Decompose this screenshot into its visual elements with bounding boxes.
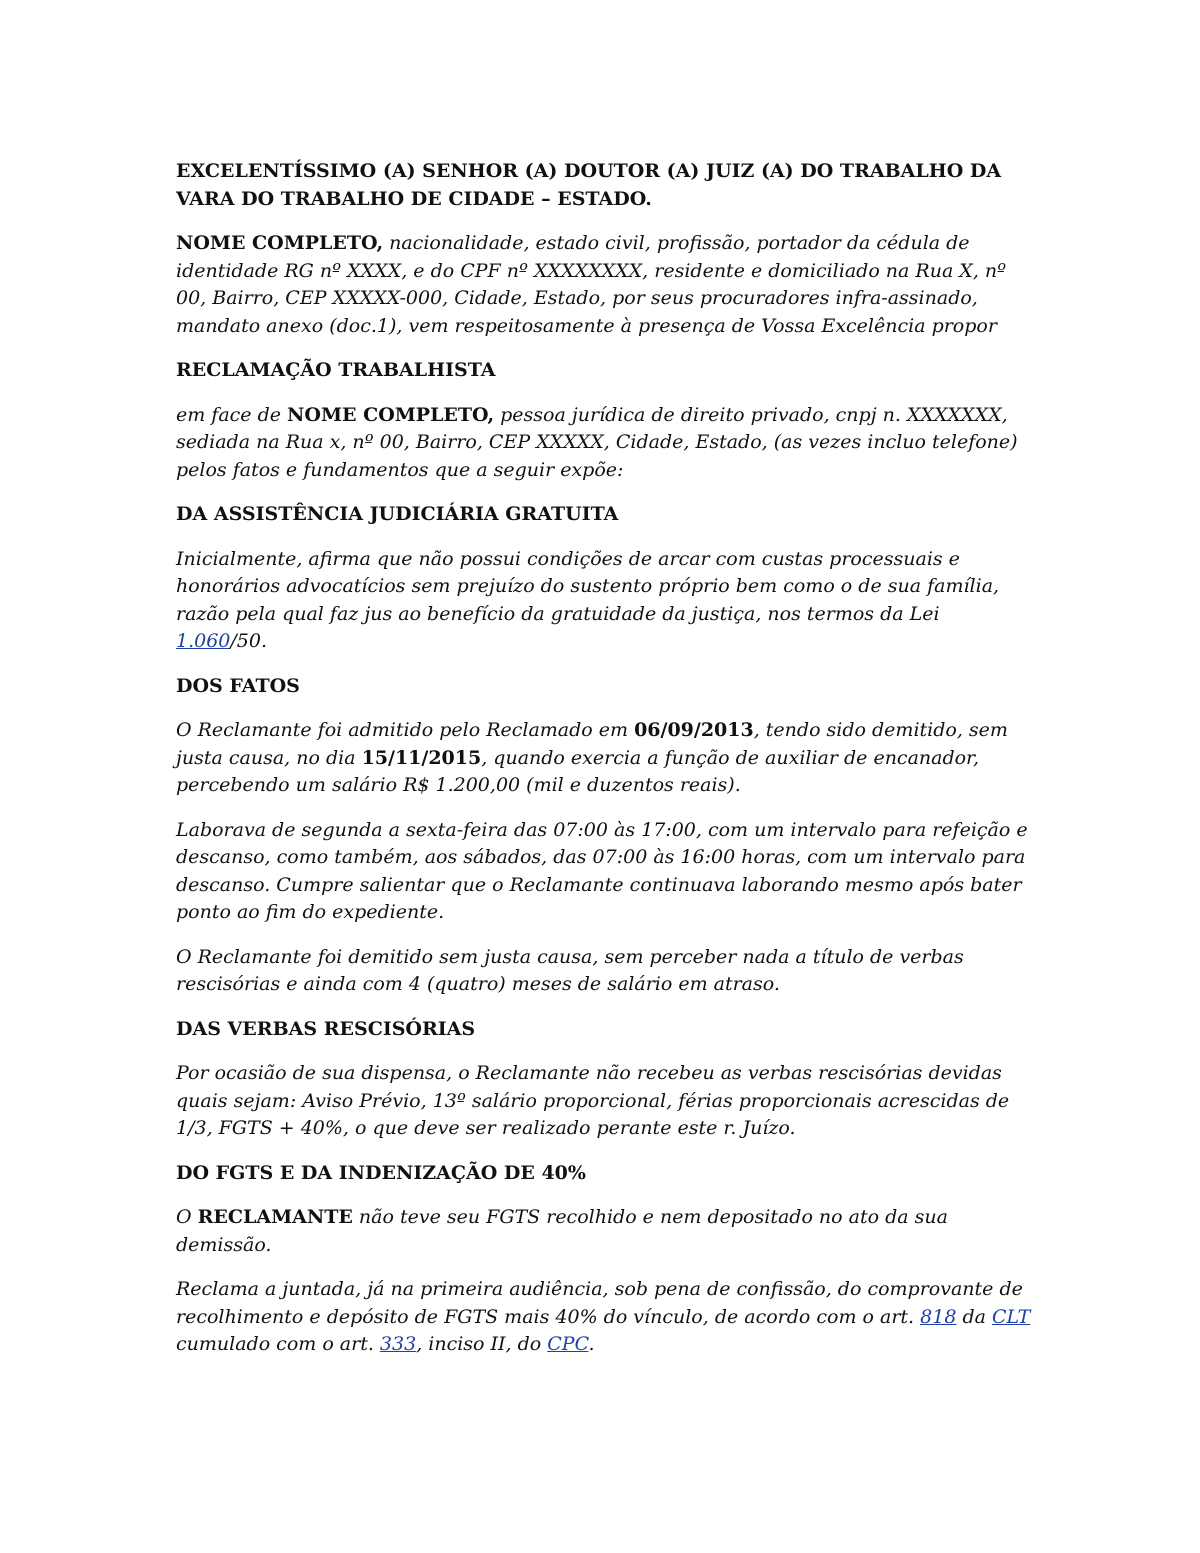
fatos-paragraph-1 [176,717,1036,800]
document-body [176,158,1036,1376]
assistencia-paragraph [176,546,1036,656]
clt-link[interactable]: CLT [991,1305,1031,1328]
action-title: RECLAMAÇÃO TRABALHISTA [176,359,496,381]
fgts-p2-e: . [588,1333,595,1355]
verbas-paragraph: Por ocasião de sua dispensa, o Reclamante não recebeu as verbas rescisórias devidas quais sejam: Aviso Prévio, 13º salário proporcional, férias proporcionais acrescidas de 1/3, FGTS + 40%, o que deve ser realizado perante este r. Juízo. [176,1062,1010,1139]
fatos-p1-c: , quando exercia a função de auxiliar de encanador, percebendo um salário R$ 1.200,00 (mil e duzentos reais). [176,746,980,796]
admission-date: 06/09/2013 [634,719,754,741]
assistencia-suffix: /50. [230,630,268,652]
fatos-paragraph-2: Laborava de segunda a sexta-feira das 07:00 às 17:00, com um intervalo para refeição e descanso, como também, aos sábados, das 07:00 às 16:00 horas, com um intervalo para descanso. Cumpre salientar que o Reclamante continuava laborando mesmo após bater ponto ao fim do expediente. [176,818,1028,923]
fgts-p2-a: Reclama a juntada, já na primeira audiência, sob pena de confissão, do comprovante de recolhimento e depósito de FGTS mais 40% do vínculo, de acordo com o art. [176,1278,1023,1328]
art-818-link[interactable]: 818 [920,1305,957,1328]
defendant-qualification [176,402,1036,485]
art-333-link[interactable]: 333 [379,1333,417,1355]
section-title-verbas: DAS VERBAS RESCISÓRIAS [176,1017,476,1040]
cpc-link[interactable]: CPC [547,1333,589,1355]
fgts-p1-a: O [176,1206,198,1228]
defendant-name: NOME COMPLETO, [287,403,495,426]
defendant-prefix: em face de [176,403,288,426]
fgts-p2-d: , inciso II, do [416,1333,548,1355]
assistencia-text: Inicialmente, afirma que não possui condições de arcar com custas processuais e honorários advocatícios sem prejuízo do sustento próprio bem como o de sua família, razão pela qual faz jus ao benefício da gratuidade da justiça, nos termos da Lei [176,547,1000,625]
court-header: EXCELENTÍSSIMO (A) SENHOR (A) DOUTOR (A) JUIZ (A) DO TRABALHO DA VARA DO TRABALHO DE CIDADE – ESTADO. [176,160,1002,210]
lei-1060-link[interactable]: 1.060 [176,630,231,652]
fatos-p1-b: , tendo sido demitido, sem justa causa, no dia [176,719,1008,769]
reclamante-bold: RECLAMANTE [197,1206,353,1228]
fgts-paragraph-1 [176,1204,1036,1259]
dismissal-date: 15/11/2015 [361,746,482,769]
fgts-paragraph-2 [176,1276,1036,1359]
fgts-p2-c: cumulado com o art. [176,1333,380,1355]
fatos-paragraph-3: O Reclamante foi demitido sem justa causa, sem perceber nada a título de verbas rescisórias e ainda com 4 (quatro) meses de salário em atraso. [176,945,964,995]
plaintiff-name: NOME COMPLETO, [176,232,384,254]
fgts-p1-b: não teve seu FGTS recolhido e nem depositado no ato da sua demissão. [176,1206,948,1256]
fgts-p2-b: da [956,1305,992,1328]
plaintiff-qualification [176,230,1036,340]
section-title-assistencia: DA ASSISTÊNCIA JUDICIÁRIA GRATUITA [176,503,619,525]
plaintiff-details: nacionalidade, estado civil, profissão, portador da cédula de identidade RG nº XXXX, e do CPF nº XXXXXXXX, residente e domiciliado na Rua X, nº 00, Bairro, CEP XXXXX-000, Cidade, Estado, por seus procuradores infra-assinado, mandato anexo (doc.1), vem respeitosamente à presença de Vossa Excelência propor [176,232,1007,337]
defendant-details: pessoa jurídica de direito privado, cnpj n. XXXXXXX, sediada na Rua x, nº 00, Bairro, CEP XXXXX, Cidade, Estado, (as vezes incluo telefone) pelos fatos e fundamentos que a seguir expõe: [176,403,1018,481]
section-title-fatos: DOS FATOS [176,674,300,697]
fatos-p1-a: O Reclamante foi admitido pelo Reclamado em [176,719,635,741]
section-title-fgts: DO FGTS E DA INDENIZAÇÃO DE 40% [176,1161,586,1184]
